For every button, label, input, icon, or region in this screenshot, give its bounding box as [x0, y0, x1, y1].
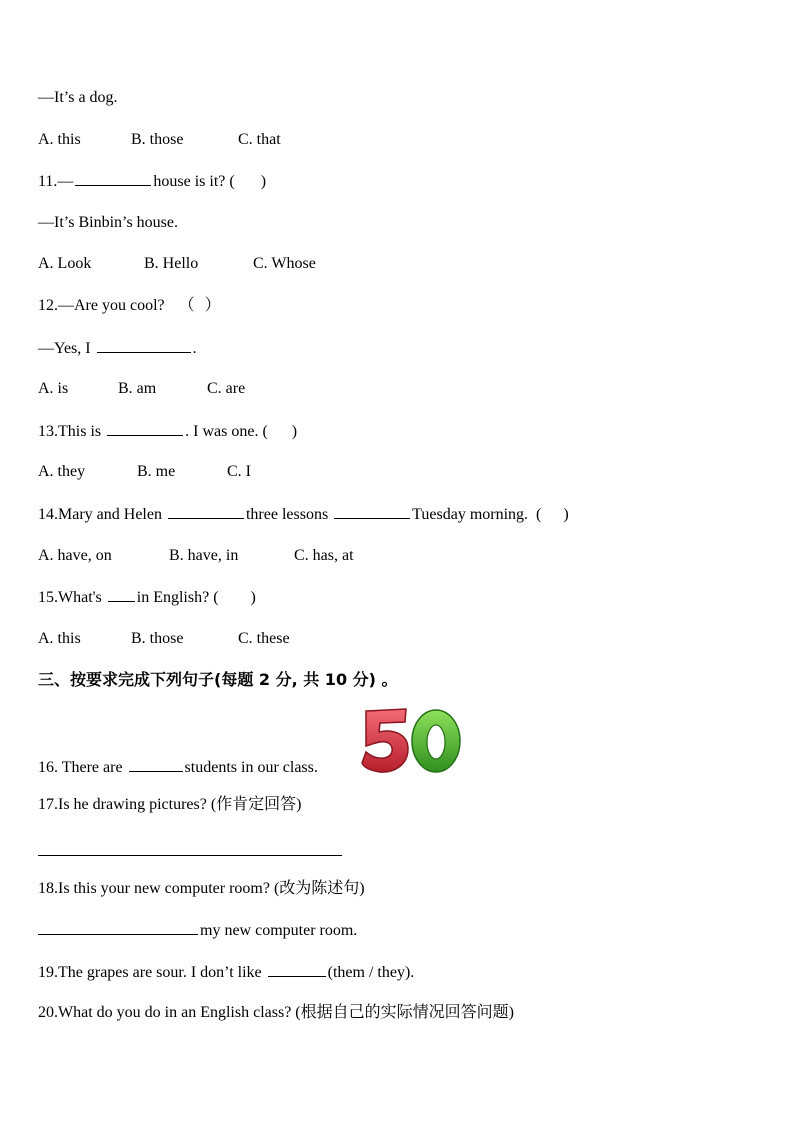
digit-five: [362, 709, 408, 772]
q13-option-c[interactable]: C. I: [227, 463, 251, 480]
q10-option-b[interactable]: B. those: [131, 131, 184, 148]
q12-answer-suffix: .: [192, 340, 197, 357]
q10-options: [38, 130, 281, 150]
q20-question: 20.What do you do in an English class? (根据自己的实际情况回答问题): [38, 1004, 514, 1021]
q11-text: house is it? (: [153, 173, 235, 190]
q11-answer-line: —It’s Binbin’s house.: [38, 214, 179, 231]
q18-answer-line: [38, 920, 357, 941]
q11-option-b[interactable]: B. Hello: [144, 255, 199, 272]
q15-option-b[interactable]: B. those: [131, 630, 184, 647]
q16-blank[interactable]: [129, 757, 183, 772]
q14-close-paren: ): [563, 506, 569, 523]
q11-question: [38, 171, 266, 192]
q12-option-c[interactable]: C. are: [207, 380, 246, 397]
q16-prefix: 16. There are: [38, 759, 123, 776]
q13-close-paren: ): [291, 423, 298, 440]
q18-blank[interactable]: [38, 920, 198, 935]
q14-blank-1[interactable]: [168, 504, 244, 519]
q14-suffix: Tuesday morning.: [412, 506, 529, 523]
q10-option-c[interactable]: C. that: [238, 131, 281, 148]
fifty-label: 50: [411, 745, 412, 746]
q14-open-paren: (: [536, 506, 542, 523]
q13-question: [38, 421, 297, 442]
q12-question: [38, 296, 221, 316]
q11-option-c[interactable]: C. Whose: [253, 255, 316, 272]
q15-open-paren: (: [213, 589, 219, 606]
q13-options: [38, 462, 251, 482]
q13-option-b[interactable]: B. me: [137, 463, 176, 480]
q15-text: in English?: [136, 589, 210, 606]
q15-blank[interactable]: [108, 587, 135, 602]
q12-open-paren: （: [178, 297, 195, 314]
q13-prefix: 13.This is: [38, 423, 102, 440]
q14-option-a[interactable]: A. have, on: [38, 547, 112, 564]
q15-prefix: 15.What's: [38, 589, 102, 606]
q11-options: [38, 254, 316, 274]
q11-prefix: 11.—: [38, 173, 74, 190]
q12-option-b[interactable]: B. am: [118, 380, 157, 397]
q18-answer-suffix: my new computer room.: [200, 922, 358, 939]
q11-option-a[interactable]: A. Look: [38, 255, 92, 272]
q13-text: . I was one. (: [185, 423, 268, 440]
q14-blank-2[interactable]: [334, 504, 410, 519]
q19-suffix: (them / they).: [327, 964, 415, 981]
q14-middle: three lessons: [245, 506, 329, 523]
q12-option-a[interactable]: A. is: [38, 380, 69, 397]
q10-option-a[interactable]: A. this: [38, 131, 81, 148]
q15-options: [38, 629, 290, 649]
q14-option-b[interactable]: B. have, in: [169, 547, 239, 564]
q15-close-paren: ): [250, 589, 256, 606]
q13-blank[interactable]: [107, 421, 183, 436]
number-fifty-image: [358, 705, 464, 775]
q13-option-a[interactable]: A. they: [38, 463, 86, 480]
digit-zero: [412, 710, 460, 772]
q10-answer-line: —It’s a dog.: [38, 89, 118, 106]
q19-prefix: 19.The grapes are sour. I don’t like: [38, 964, 262, 981]
q14-prefix: 14.Mary and Helen: [38, 506, 162, 523]
q12-answer-line: [38, 338, 197, 359]
q15-option-c[interactable]: C. these: [238, 630, 290, 647]
q19-blank[interactable]: [268, 962, 326, 977]
q19-question: [38, 962, 414, 983]
q11-close-paren: ): [260, 173, 267, 190]
q18-question: 18.Is this your new computer room? (改为陈述句): [38, 880, 365, 897]
q12-answer-prefix: —Yes, I: [38, 340, 91, 357]
q14-option-c[interactable]: C. has, at: [294, 547, 354, 564]
q14-question: [38, 504, 569, 525]
section-3-heading: 三、按要求完成下列句子(每题 2 分, 共 10 分) 。: [38, 670, 398, 689]
q15-option-a[interactable]: A. this: [38, 630, 81, 647]
q16-suffix: students in our class.: [184, 759, 318, 776]
q12-text: 12.—Are you cool?: [38, 297, 165, 314]
q17-answer-line[interactable]: [38, 855, 342, 856]
q15-question: [38, 587, 256, 608]
q11-blank[interactable]: [75, 171, 151, 186]
q17-question: 17.Is he drawing pictures? (作肯定回答): [38, 796, 302, 813]
q14-options: [38, 546, 354, 566]
q16-question: [38, 757, 318, 778]
q12-close-paren: ）: [204, 297, 221, 314]
q12-options: [38, 379, 245, 399]
q12-blank[interactable]: [97, 338, 191, 353]
